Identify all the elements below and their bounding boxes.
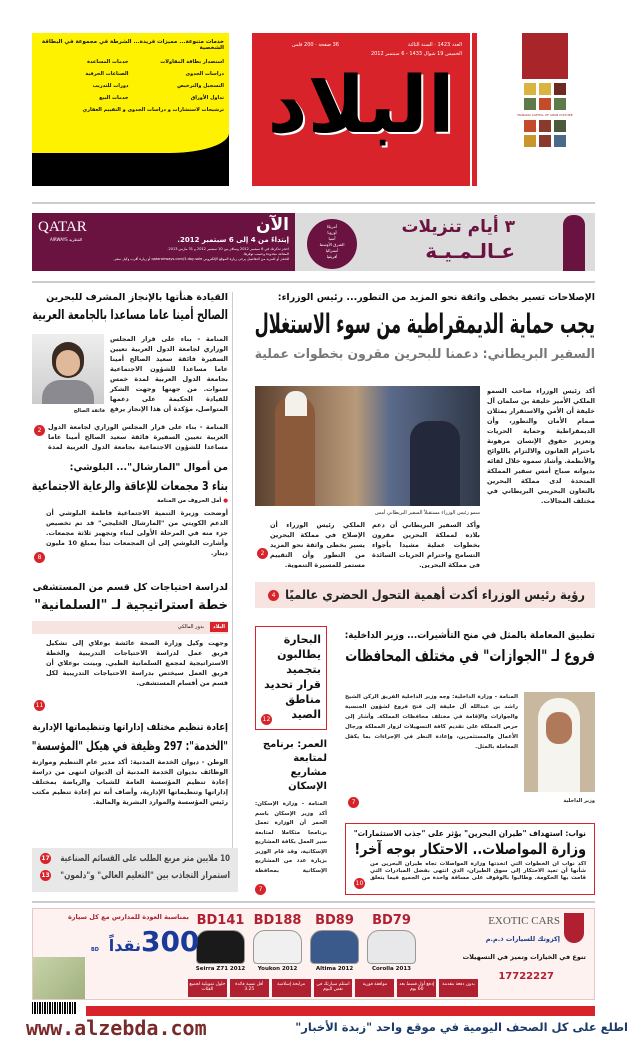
car-price: BD89 bbox=[315, 913, 354, 928]
car-list bbox=[193, 913, 419, 972]
car-offer[interactable] bbox=[364, 913, 419, 972]
story-kicker: إعادة تنظيم مختلف إداراتها وتنظيماتها الإدارية bbox=[32, 722, 228, 733]
car-model: Youkon 2012 bbox=[257, 966, 298, 972]
edition: السنة الثالثة bbox=[407, 42, 433, 48]
feature-badge: أقل نسبة فائدة 3.25 bbox=[230, 979, 269, 997]
fishermen-box[interactable] bbox=[255, 626, 327, 730]
barcode bbox=[32, 1002, 76, 1014]
page-ref[interactable]: 2 bbox=[257, 548, 268, 559]
ad-footer: ترشيحات لاستشارات و دراسات الجدوى و التقييم العقاري bbox=[82, 107, 224, 113]
car-image bbox=[253, 930, 302, 964]
issue-label: العدد bbox=[451, 42, 462, 48]
page-ref[interactable]: 7 bbox=[348, 797, 359, 808]
ad-item: تداول الأوراق bbox=[190, 95, 224, 101]
lead-caption: سمو رئيس الوزراء مستقبلاً السفير البريطاني أمس bbox=[375, 510, 480, 516]
flight-attendant-image bbox=[563, 215, 585, 271]
qatar-fine: للحجز أو للمزيد من التفاصيل يرجى زيارة الموقع الإلكتروني qatarairways.com/3-day-sale أو زيارة أقرب وكيل سفر. bbox=[113, 257, 289, 261]
story-body: المنامة - وزارة الداخلية: وجه وزير الداخلية الفريق الركن الشيخ راشد بن عبدالله آل خليفة إلى فتح فروع لشؤون الجنسية والجوازات والإقامة في مختلف محافظات المملكة. وأشار إلى حرص المملكة على تقديم كافة التسهيلات لزوار المملكة ورجال الأعمال والمستثمرين، وإعادة النظر في الإجراءات بما يكفل المعاملة بالمثل. bbox=[345, 694, 518, 750]
ad-item: خدمات البيع bbox=[99, 95, 129, 101]
banner-text: رؤية رئيس الوزراء أكدت أهمية التحول الحضري عالميًا bbox=[285, 586, 585, 602]
exotic-cars-ad[interactable] bbox=[32, 908, 595, 1000]
page-ref: 7 bbox=[255, 884, 266, 895]
story-kicker: لدراسة احتياجات كل قسم من المستشفى bbox=[32, 582, 228, 593]
car-image bbox=[310, 930, 359, 964]
brief-item[interactable]: استمرار التجاذب بين "التعليم العالي" و"دلمون" 13 bbox=[41, 870, 230, 881]
phone-number: 17722227 bbox=[498, 971, 554, 982]
culture-logo bbox=[517, 33, 573, 186]
price: 200 فلس bbox=[292, 42, 314, 48]
exotic-cars-logo bbox=[564, 913, 584, 943]
story-body: المنامة - بناء على قرار المجلس الوزاري لجامعة الدول العربية تعيين السفيرة فائقة سعيد الصالح أمينا عاما مساعدا للشؤون الاجتماعية بجامعة الدول العربية لمدة خمس سنوات. من جهتها وجهت الشكر للقيادة الحكيمة على دعمها المتواصل، مؤكدة أن هذا الإنجاز يرفع bbox=[110, 335, 228, 413]
qatar-airways-ad[interactable] bbox=[32, 213, 595, 271]
car-price: BD141 bbox=[196, 913, 245, 928]
car-image bbox=[196, 930, 245, 964]
story-kicker: من أموال "المارشال"... البلوشي: bbox=[69, 462, 228, 473]
page-ref[interactable]: 11 bbox=[35, 702, 44, 709]
page-count: 36 صفحة bbox=[318, 42, 339, 48]
sale-title: ٣ أيام تنزيلات bbox=[401, 217, 515, 237]
feature-badge: موافقة فورية bbox=[355, 979, 394, 997]
qatar-fine: المقاعد محدودة وحسب توفرها. bbox=[242, 252, 289, 256]
feature-list bbox=[188, 979, 478, 997]
story-kicker: تطبيق المعاملة بالمثل في منح التأشيرات... وزير الداخلية: bbox=[344, 630, 595, 641]
cash-offer: 300نقداً BD bbox=[91, 925, 200, 958]
qatar-brand-sub: AIRWAYS القطرية bbox=[50, 237, 83, 242]
story-body: المنامة - وزارة الإسكان: أكد وزير الإسكان باسم الحمر أن الوزارة تعمل برنامجا متكاملا لمتابعة سير العمل بكافة المشاريع الإسكانية، وقد قام الوزير بزيارة عدد من المشاريع الإسكانية بمحافظة bbox=[255, 801, 327, 874]
story-headline: فروع لـ "الجوازات" في مختلف المحافظات bbox=[345, 646, 595, 665]
feature-badge: مرابحة إسلامية bbox=[272, 979, 311, 997]
story-kicker: القيادة هنأتها بالإنجاز المشرف للبحرين bbox=[46, 292, 228, 303]
feature-badge: بدون دفعة مقدمة bbox=[439, 979, 478, 997]
ad-item: استصدار بطاقة المقاولات bbox=[160, 59, 224, 65]
ad-item: دراسات الجدوى bbox=[185, 71, 224, 77]
promo-text: بمناسبة العودة للمدارس مع كل سيارة bbox=[67, 913, 189, 921]
qatar-fine: احجز تذكرتك في 6 سبتمبر 2012 وسافر بين 10 سبتمبر 2012 و 31 مارس 2013. bbox=[167, 247, 289, 251]
ad-item: التسجيل والترخيص bbox=[177, 83, 224, 89]
story-headline: البحارة يطالبون بتجميد قرار تحديد مناطق الصيد bbox=[264, 633, 321, 721]
qatar-dates: إبتداءً من 4 إلى 6 سبتمبر 2012. bbox=[177, 236, 289, 244]
sale-badge: أمريكا أوروبا آسيا الشرق الأوسط أستراليا أفريقيا bbox=[307, 219, 357, 269]
photo-caption: فائقة الصالح bbox=[73, 408, 105, 414]
story-headline: الصالح أمينا عاما مساعدا بالجامعة العربية bbox=[32, 308, 228, 323]
story-housing[interactable] bbox=[255, 738, 327, 895]
masthead-title: البلاد bbox=[267, 61, 455, 151]
story-civil-service[interactable] bbox=[32, 722, 228, 837]
feature-badge: إدفع أول قسط بعد 60 يوم bbox=[397, 979, 436, 997]
briefs-box bbox=[32, 848, 238, 892]
car-offer[interactable] bbox=[250, 913, 305, 972]
lead-body-col3: الملكي رئيس الوزراء أن الإصلاح في مملكة البحرين يسير بخطى واثقة نحو المزيد من التطور وأن التقييم مستمر للمسيرة التنموية. bbox=[270, 521, 365, 568]
car-model: Altima 2012 bbox=[315, 966, 354, 972]
sale-subtitle: عـالـمـيـة bbox=[425, 239, 515, 263]
story-body: أوضحت وزيرة التنمية الاجتماعية فاطمة البلوشي أن الدعم الكويتي من "المارشال الخليجي" قد تم تخصيص جزء منه في المرحلة الأولى لبناء وتجهيز ثلاثة مجمعات. وأشارت البلوشي إلى أن المجمعات تبدأ بمبلغ 10 مليون دينار. bbox=[46, 509, 228, 558]
issue-number: 1423 bbox=[437, 42, 451, 48]
minister-photo bbox=[524, 692, 595, 792]
brief-item[interactable]: 10 ملايين متر مربع الطلب على القسائم الصناعية 17 bbox=[41, 853, 230, 864]
feature-badge: استلم سيارتك في نفس اليوم bbox=[314, 979, 353, 997]
masthead: العدد 1423 · السنة الثالثة الخميس 19 شوال 1433 - 6 سبتمبر 2012 36 صفحة · 200 فلس البلاد bbox=[252, 33, 470, 186]
story-transport[interactable] bbox=[345, 823, 595, 895]
culture-caption: MANAMA CAPITAL OF ARAB CULTURE bbox=[517, 113, 573, 117]
page-ref[interactable]: 8 bbox=[34, 552, 45, 563]
photo-caption: وزير الداخلية bbox=[563, 798, 595, 804]
author: أمل الحروف من المنامة bbox=[157, 498, 222, 505]
lead-subhead: السفير البريطاني: دعمنا للبحرين مقرون بخطوات عملية bbox=[254, 347, 595, 363]
yellow-ad-headline: خدمات متنوعة... مميزات فريدة... الشرطة في مجموعة في البطاقة الشخصية bbox=[41, 39, 224, 51]
alzebda-promo: اطلع على كل الصحف اليومية في موقع واحد "زبدة الأخبار" bbox=[295, 1020, 628, 1034]
exotic-cars-brand-ar: إكزوتك للسيارات ذ.م.م bbox=[485, 935, 560, 943]
page-ref[interactable]: 2 bbox=[34, 425, 45, 436]
story-headline: خطة استراتيجية لـ "السلمانية" bbox=[34, 598, 228, 613]
story-headline: العمر: برنامج لمتابعة مشاريع الإسكان bbox=[262, 739, 327, 792]
ad-item: الصناعات الحرفية bbox=[85, 71, 129, 77]
car-price: BD188 bbox=[253, 913, 302, 928]
exotic-cars-brand: EXOTIC CARS bbox=[488, 915, 560, 927]
yellow-ad[interactable] bbox=[32, 33, 229, 186]
source-tag: البلاد bbox=[210, 622, 228, 632]
story-passports[interactable] bbox=[345, 630, 595, 665]
qatar-brand: QATAR bbox=[38, 219, 87, 235]
issue-date: الخميس 19 شوال 1433 - 6 سبتمبر 2012 bbox=[370, 51, 462, 57]
story-body: أكد نواب أن الخطوات التي اتخذتها وزارة المواصلات تجاه طيران البحرين من شأنها أن تعيد الاحتكار إلى سوق الطيران، الذي انتهى بفضل المبادرات التي قامت بها الحكومة. وطالبوا بالوقوف على مسافة واحدة من الجميع فيما يتعلق bbox=[370, 861, 586, 882]
story-headline: "الخدمة": 297 وظيفة في هيكل "المؤسسة" bbox=[31, 738, 228, 753]
page-ref: 10 bbox=[355, 880, 364, 887]
feature-badge: حلول تمويلية لجميع الفئات bbox=[188, 979, 227, 997]
story-salmaniya[interactable] bbox=[32, 582, 228, 698]
story-body: الوطن - ديوان الخدمة المدنية: أكد مدير عام التنظيم وموازنة الوظائف بديوان الخدمة المدنية أن الديوان انتهى من دراسة إعادة تنظيم المؤسسة العامة للشباب والرياضة بمختلف إداراتها وتنظيماتها الإدارية، وأضاف أنه تم إعادة تنظيم مكتب رئيس المؤسسة والموارد البشرية والمالية. bbox=[32, 758, 228, 807]
story-body: وجهت وكيل وزارة الصحة عائشة بوعلاي إلى تشكيل فريق عمل لدراسة الاحتياجات التدريبية والخطة الاستراتيجية لمجمع السلمانية الطبي. وبينت بوعلاي أن فريق العمل سيختص بدراسة الاحتياجات التدريبية لكل قسم من أقسام المستشفى. bbox=[46, 638, 228, 687]
car-price: BD79 bbox=[372, 913, 411, 928]
money-image bbox=[33, 957, 85, 999]
lead-headline: يجب حماية الديمقراطية من سوء الاستغلال bbox=[254, 309, 595, 340]
banner-link[interactable] bbox=[255, 582, 595, 608]
car-model: Corolla 2013 bbox=[371, 966, 411, 972]
story-body-cont: المنامة - بناء على قرار المجلس الوزاري لجامعة الدول العربية تعيين السفيرة فائقة سعيد الصالح أمينا عاما مساعدا للشؤون الاجتماعية بجامعة الدول العربية لمدة bbox=[48, 423, 228, 451]
story-kicker: نواب: استهداف "طيران البحرين" يؤثر على "جذب الاستثمارات" bbox=[353, 829, 586, 838]
page-ref: 4 bbox=[268, 590, 279, 601]
page-ref: 12 bbox=[262, 716, 271, 723]
ad-tagline: تنوع في الخيارات وتميز في التسهيلات bbox=[462, 953, 586, 961]
car-image bbox=[367, 930, 416, 964]
qatar-now: الآن bbox=[256, 215, 289, 235]
author: بدور المالكي bbox=[177, 624, 204, 631]
story-arab-league[interactable] bbox=[32, 292, 228, 324]
car-offer[interactable] bbox=[307, 913, 362, 972]
ad-item: خدمات المساعدة bbox=[87, 59, 129, 65]
lead-photo bbox=[255, 386, 480, 506]
car-offer[interactable] bbox=[193, 913, 248, 972]
lead-kicker: الإصلاحات تسير بخطى واثقة نحو المزيد من التطور... رئيس الوزراء: bbox=[277, 292, 595, 303]
lead-story[interactable] bbox=[255, 292, 595, 363]
lead-body-col2: وأكد السفير البريطاني أن دعم بلاده لمملكة البحرين مقرون بخطوات عملية مشيدا بأجواء التسامح واحترام الحريات السائدة في مملكة البحرين. bbox=[372, 521, 480, 568]
lead-body: أكد رئيس الوزراء صاحب السمو الملكي الأمير خليفة بن سلمان آل خليفة أن الأمن والاستقرار يمثلان صمام الأمان والتطور، وأن الديمقراطية وحماية الحريات وتعزيز حقوق الإنسان مرهونة باحترام القانون والالتزام باللوائح والأنظمة. وأشاد سموه خلال لقائه بديوانه صباح أمس سفير المملكة المتحدة لدى مملكة البحرين بالتعاون البحريني البريطاني في مختلف المجالات. bbox=[487, 387, 595, 505]
car-model: Seirra Z71 2012 bbox=[195, 966, 246, 972]
story-marshall[interactable]: من أموال "المارشال"... البلوشي: بناء 3 مجمعات للإعاقة والرعاية الاجتماعية ● أمل الحروف من المنامة أوضحت وزيرة التنمية الاجتماعية فاطمة البلوشي أن الدعم الكويتي من "المارشال الخليجي" قد تم تخصيص جزء منه في المرحلة الأولى لبناء وتجهيز ثلاثة مجمعات. وأشارت البلوشي إلى أن المجمعات تبدأ بمبلغ 10 مليون دينار. bbox=[31, 462, 228, 558]
ad-item: دورات للتدريب bbox=[92, 83, 129, 89]
story-headline: وزارة المواصلات.. الاحتكار بوجه آخر! bbox=[354, 840, 586, 858]
story-headline: بناء 3 مجمعات للإعاقة والرعاية الاجتماعية bbox=[31, 478, 228, 493]
alzebda-site[interactable]: www.alzebda.com bbox=[26, 1016, 207, 1040]
